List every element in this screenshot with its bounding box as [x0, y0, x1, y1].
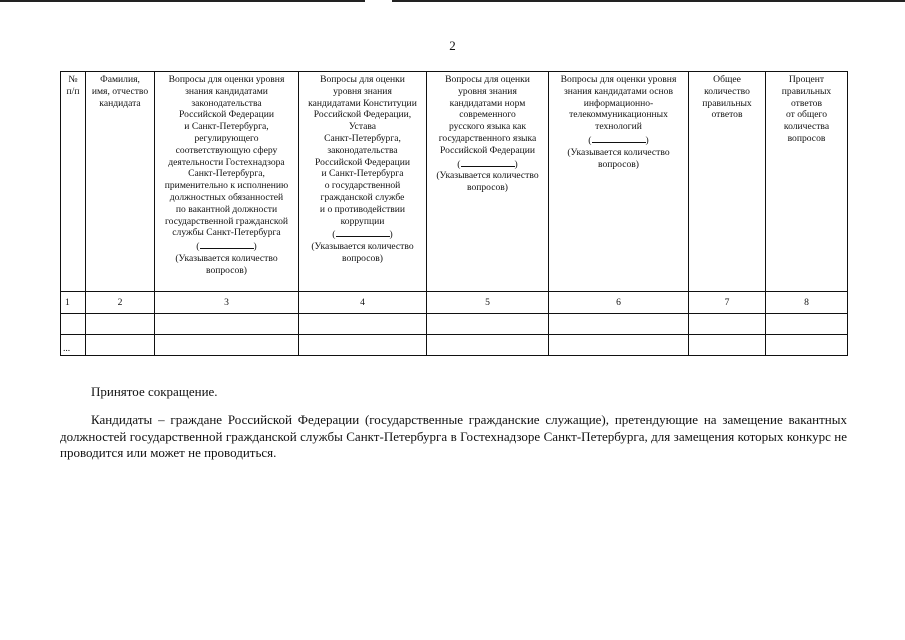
- header-text-line: Вопросы для оценки уровня: [560, 74, 677, 85]
- header-text-line: должностных обязанностей: [169, 191, 284, 203]
- header-text-line: гражданской службе: [320, 191, 405, 203]
- candidates-table: [60, 71, 848, 356]
- header-text-line: кандидатами норм: [449, 97, 526, 109]
- header-cell: [86, 72, 155, 292]
- definition-paragraph: Кандидаты – граждане Российской Федерации (государственные гражданские служащие), претендующие на замещение вакантных должностей государственной гражданской службы Санкт-Петербурга в Гостехнадзоре Санкт-Петербурга, для замещения которых конкурс не проводится или может не проводиться.: [60, 412, 847, 461]
- header-text-line: технологий: [595, 121, 642, 133]
- column-number-cell: 7: [689, 292, 766, 314]
- column-number-cell: 5: [427, 292, 549, 314]
- header-text-line: правильных: [702, 97, 752, 109]
- header-text-line: по вакантной должности: [175, 203, 278, 215]
- header-text-line: телекоммуникационных: [569, 109, 668, 121]
- header-text-line: Российской Федерации: [179, 109, 274, 121]
- header-text-line: Российской Федерации: [315, 156, 410, 168]
- header-text-line: уровня знания: [458, 85, 517, 97]
- header-text-line: знания кандидатами: [185, 85, 268, 97]
- header-cell: [155, 72, 299, 292]
- scan-edge-left: [0, 0, 365, 2]
- header-text-line: деятельности Гостехнадзора: [168, 156, 285, 168]
- count-blank: ( ): [332, 229, 393, 241]
- table-cell: [299, 335, 427, 356]
- table-cell: [549, 314, 689, 335]
- header-text-line: о государственной: [324, 180, 401, 192]
- column-number-cell: 6: [549, 292, 689, 314]
- table-cell: [299, 314, 427, 335]
- header-text-line: кандидата: [99, 97, 141, 109]
- table-row: [61, 335, 848, 356]
- table-row: [61, 314, 848, 335]
- header-cell: [427, 72, 549, 292]
- table-cell: [155, 335, 299, 356]
- table-cell: [766, 314, 848, 335]
- header-text-line: ответов: [711, 109, 743, 121]
- column-number-cell: 3: [155, 292, 299, 314]
- header-text-line: информационно-: [583, 97, 654, 109]
- scan-edge-right: [392, 0, 905, 2]
- column-number-cell: 8: [766, 292, 848, 314]
- header-text-line: законодательства: [191, 97, 262, 109]
- header-cell: [299, 72, 427, 292]
- count-blank: ( ): [196, 241, 257, 253]
- header-cell: [61, 72, 86, 292]
- header-hint-line: (Указывается количество: [567, 146, 670, 158]
- table-cell: [86, 335, 155, 356]
- header-text-line: количества: [783, 121, 830, 133]
- header-text-line: количество: [704, 85, 750, 97]
- header-text-line: государственного языка: [438, 132, 537, 144]
- header-text-line: и Санкт-Петербурга: [321, 168, 404, 180]
- table-cell: [155, 314, 299, 335]
- header-text-line: регулирующего: [194, 132, 259, 144]
- header-text-line: применительно к исполнению: [164, 180, 289, 192]
- column-number-cell: 1: [61, 292, 86, 314]
- header-text-line: Фамилия,: [100, 74, 140, 85]
- table-cell: [689, 314, 766, 335]
- header-text-line: п/п: [66, 85, 80, 97]
- page-number: 2: [449, 38, 456, 53]
- header-text-line: соответствующую сферу: [175, 144, 278, 156]
- header-row: [61, 72, 848, 292]
- header-text-line: русского языка как: [448, 121, 527, 133]
- abbreviation-note: Принятое сокращение.: [91, 384, 218, 399]
- header-text-line: Устава: [348, 121, 377, 133]
- header-text-line: Вопросы для оценки: [320, 74, 405, 85]
- count-blank: ( ): [457, 158, 518, 170]
- table-cell: [427, 335, 549, 356]
- header-text-line: имя, отчество: [91, 85, 149, 97]
- header-text-line: правильных: [781, 85, 832, 97]
- header-text-line: Санкт-Петербурга,: [324, 132, 401, 144]
- header-text-line: законодательства: [327, 144, 398, 156]
- header-hint-line: (Указывается количество: [436, 170, 539, 182]
- header-text-line: государственной гражданской: [164, 215, 289, 227]
- header-text-line: службы Санкт-Петербурга: [172, 227, 281, 239]
- header-hint-line: вопросов): [466, 182, 508, 194]
- table-cell: [86, 314, 155, 335]
- header-text-line: Российской Федерации,: [313, 109, 412, 121]
- header-text-line: Санкт-Петербурга,: [188, 168, 265, 180]
- header-hint-line: вопросов): [341, 252, 383, 264]
- table-cell: [61, 314, 86, 335]
- header-text-line: и о противодействии: [319, 203, 406, 215]
- header-text-line: №: [68, 74, 78, 85]
- header-hint-line: вопросов): [597, 158, 639, 170]
- header-hint-line: (Указывается количество: [311, 241, 414, 253]
- table-cell: [766, 335, 848, 356]
- header-text-line: уровня знания: [333, 85, 392, 97]
- table-cell: [549, 335, 689, 356]
- header-text-line: современного: [459, 109, 516, 121]
- header-text-line: знания кандидатами основ: [563, 85, 673, 97]
- column-number-cell: 4: [299, 292, 427, 314]
- header-text-line: кандидатами Конституции: [308, 97, 417, 109]
- header-text-line: и Санкт-Петербурга,: [184, 121, 269, 133]
- header-cell: [689, 72, 766, 292]
- header-text-line: ответов: [791, 97, 822, 109]
- header-hint-line: вопросов): [205, 264, 247, 276]
- header-text-line: Вопросы для оценки: [445, 74, 530, 85]
- header-cell: [766, 72, 848, 292]
- table-cell: [689, 335, 766, 356]
- header-cell: [549, 72, 689, 292]
- column-number-cell: 2: [86, 292, 155, 314]
- header-text-line: коррупции: [340, 215, 385, 227]
- table-cell: [427, 314, 549, 335]
- header-hint-line: (Указывается количество: [175, 252, 278, 264]
- header-text-line: Процент: [788, 74, 825, 85]
- table-cell: ...: [61, 335, 86, 356]
- header-text-line: Вопросы для оценки уровня: [168, 74, 285, 85]
- header-text-line: Общее: [713, 74, 741, 85]
- count-blank: ( ): [588, 134, 649, 146]
- header-text-line: Российской Федерации: [440, 144, 535, 156]
- header-text-line: вопросов: [787, 132, 826, 144]
- header-text-line: от общего: [785, 109, 828, 121]
- column-number-row: [61, 292, 848, 314]
